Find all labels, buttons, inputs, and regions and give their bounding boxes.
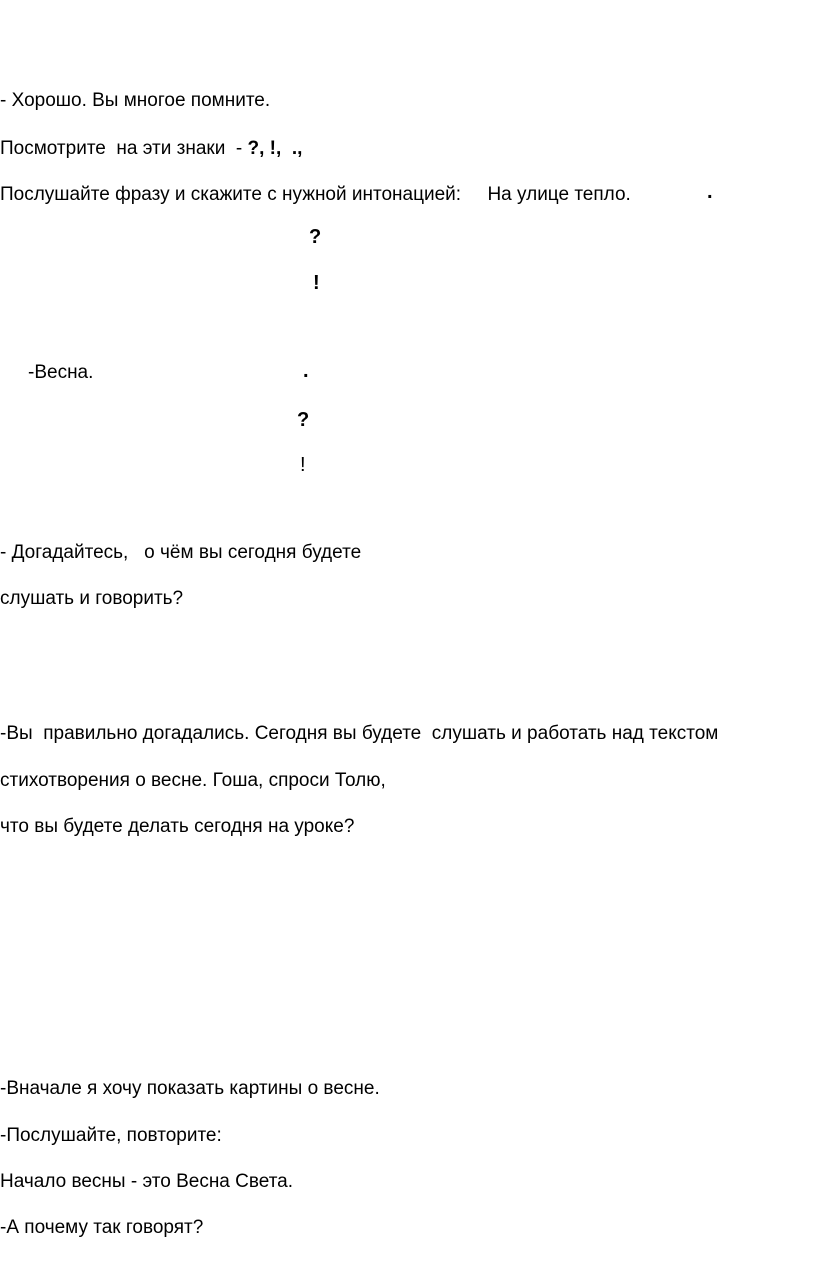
spring-exclaim-sign: ! bbox=[300, 454, 306, 476]
line-poem-about-spring: стихотворения о весне. Гоша, спроси Толю, bbox=[0, 770, 386, 791]
line-show-pictures: -Вначале я хочу показать картины о весне. bbox=[0, 1078, 380, 1099]
phrase-question-sign: ? bbox=[309, 226, 322, 248]
line-listen-speak: слушать и говорить? bbox=[0, 588, 184, 609]
look-at-signs-text: Посмотрите на эти знаки - bbox=[0, 138, 248, 159]
line-spring-of-light: Начало весны - это Весна Света. bbox=[0, 1171, 294, 1192]
line-guessed-correctly: -Вы правильно догадались. Сегодня вы будете слушать и работать над текстом bbox=[0, 723, 719, 744]
line-why-say-so: -А почему так говорят? bbox=[0, 1217, 204, 1238]
spring-question-sign: ? bbox=[297, 409, 310, 431]
line-guess-topic: - Догадайтесь, о чём вы сегодня будете bbox=[0, 542, 362, 563]
phrase-exclaim-sign: ! bbox=[313, 272, 320, 294]
line-listen-phrase: Послушайте фразу и скажите с нужной интонацией: На улице тепло. bbox=[0, 184, 631, 205]
line-listen-repeat: -Послушайте, повторите: bbox=[0, 1125, 222, 1146]
line-good-remember: - Хорошо. Вы многое помните. bbox=[0, 90, 271, 111]
line-spring: -Весна. bbox=[28, 362, 94, 383]
line-look-at-signs bbox=[0, 137, 302, 161]
punctuation-signs: ?, !, ., bbox=[247, 138, 303, 159]
phrase-period-sign: . bbox=[707, 181, 713, 203]
spring-period-sign: . bbox=[303, 360, 309, 382]
line-what-today: что вы будете делать сегодня на уроке? bbox=[0, 816, 355, 837]
